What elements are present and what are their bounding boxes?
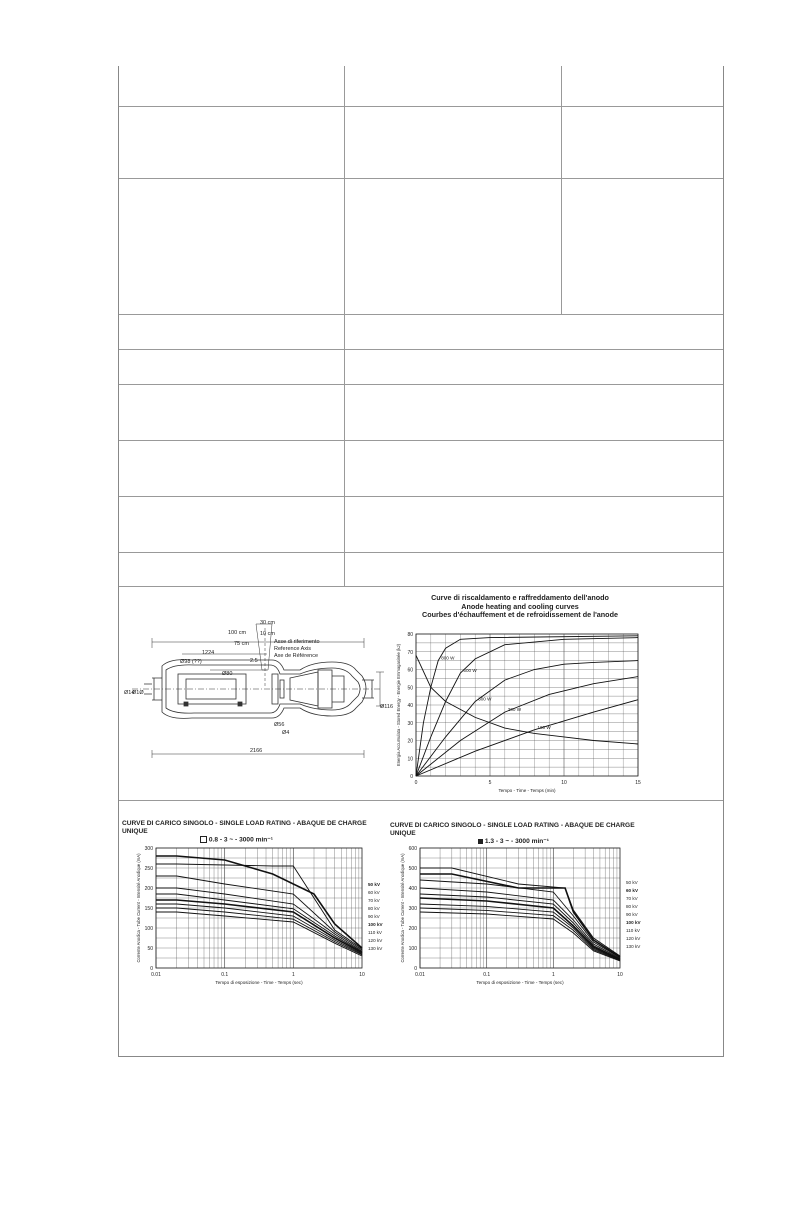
dim-label: Ø1Ø bbox=[132, 690, 144, 696]
y-tick-label: 50 bbox=[407, 685, 413, 692]
legend-label: 50 kV bbox=[368, 882, 381, 887]
anode-heating-chart bbox=[380, 624, 656, 794]
y-tick-label: 200 bbox=[408, 926, 417, 932]
series-line bbox=[416, 661, 638, 776]
dim-label: Ø80 bbox=[222, 671, 233, 677]
x-tick-label: 10 bbox=[561, 780, 567, 786]
y-tick-label: 250 bbox=[144, 866, 153, 872]
x-axis-label: Tempo di esposizione - Time - Temps (sec) bbox=[215, 980, 303, 985]
y-tick-label: 400 bbox=[408, 886, 417, 892]
row-divider bbox=[119, 349, 723, 350]
y-tick-label: 300 bbox=[408, 906, 417, 912]
y-tick-label: 50 bbox=[147, 946, 153, 952]
y-tick-label: 300 bbox=[144, 846, 153, 852]
y-tick-label: 500 bbox=[408, 866, 417, 872]
tube-dimension-drawing bbox=[122, 618, 394, 768]
x-tick-label: 0.01 bbox=[415, 972, 425, 978]
legend-label: 60 kV bbox=[626, 888, 639, 893]
x-axis-label: Tempo - Time - Temps (min) bbox=[498, 788, 556, 793]
series-label: 100 W bbox=[537, 724, 551, 730]
dim-label: Ø98 (??) bbox=[180, 659, 202, 665]
anode-chart-title bbox=[388, 594, 652, 620]
load-chart-2-subtitle: 1.3 - 3 ~ - 3000 min⁻¹ bbox=[484, 838, 549, 845]
legend-label: 80 kV bbox=[368, 906, 380, 911]
y-tick-label: 0 bbox=[410, 774, 413, 780]
legend-label: 120 kV bbox=[368, 938, 383, 943]
legend-label: 100 kV bbox=[368, 922, 383, 927]
legend-label: 80 kV bbox=[626, 904, 638, 909]
x-tick-label: 15 bbox=[635, 780, 641, 786]
series-line bbox=[420, 912, 620, 961]
x-tick-label: 1 bbox=[551, 972, 555, 978]
series-line bbox=[156, 856, 362, 948]
load-chart-1-subtitle: 0.8 - 3 ~ - 3000 min⁻¹ bbox=[208, 836, 273, 844]
series-label: 200 W bbox=[507, 707, 522, 713]
legend-label: 100 kV bbox=[626, 920, 641, 925]
column-divider bbox=[344, 66, 345, 586]
row-divider bbox=[119, 178, 723, 179]
legend-label: 90 kV bbox=[368, 914, 380, 919]
legend-label: 130 kV bbox=[626, 944, 641, 949]
legend-label: 110 kV bbox=[626, 928, 640, 933]
x-tick-label: 0 bbox=[414, 780, 418, 786]
series-line bbox=[156, 894, 362, 952]
column-divider bbox=[561, 66, 562, 314]
load-chart-2-heading: CURVE DI CARICO SINGOLO - SINGLE LOAD RATING - ABAQUE DE CHARGE UNIQUE bbox=[390, 822, 635, 837]
x-tick-label: 10 bbox=[359, 972, 365, 978]
dim-label: 30 cm bbox=[260, 620, 275, 626]
dim-label: Ø14 bbox=[124, 690, 135, 696]
row-divider bbox=[119, 384, 723, 385]
legend-label: 130 kV bbox=[368, 946, 383, 951]
row-divider bbox=[119, 586, 723, 587]
y-tick-label: 0 bbox=[150, 966, 153, 972]
series-line bbox=[416, 700, 638, 776]
dim-label: 100 cm bbox=[228, 630, 247, 636]
y-axis-label: Corrente Anodica - Tube Current - Intensité Anodique (mA) bbox=[400, 853, 405, 963]
x-axis-label: Tempo di esposizione - Time - Temps (sec) bbox=[476, 980, 564, 985]
legend-label: 70 kV bbox=[626, 896, 638, 901]
row-divider bbox=[119, 106, 723, 107]
row-divider bbox=[119, 314, 723, 315]
y-tick-label: 150 bbox=[144, 906, 153, 912]
y-tick-label: 20 bbox=[407, 738, 413, 745]
legend-label: 120 kV bbox=[626, 936, 641, 941]
y-tick-label: 70 bbox=[407, 649, 413, 656]
legend-label: 50 kV bbox=[626, 880, 638, 885]
y-tick-label: 80 bbox=[407, 632, 413, 638]
dim-label: Ø56 bbox=[274, 722, 285, 728]
x-tick-label: 0.1 bbox=[221, 972, 229, 978]
series-label: 500 W bbox=[463, 668, 477, 674]
series-line bbox=[416, 655, 638, 744]
row-divider bbox=[119, 800, 723, 801]
x-tick-label: 0.01 bbox=[151, 972, 161, 978]
x-tick-label: 0.1 bbox=[483, 972, 491, 978]
anode-chart-title-en: Anode heating and cooling curves bbox=[461, 601, 579, 611]
x-tick-label: 5 bbox=[488, 780, 492, 786]
dim-label: 2.5 bbox=[250, 658, 258, 664]
single-load-chart-1-3 bbox=[386, 838, 658, 990]
single-load-chart-0-8 bbox=[120, 838, 392, 990]
dim-label: Ø116 bbox=[380, 704, 394, 710]
legend-label: 60 kV bbox=[368, 890, 380, 895]
row-divider bbox=[119, 440, 723, 441]
legend-label: 70 kV bbox=[368, 898, 380, 903]
series-line bbox=[416, 677, 638, 776]
x-tick-label: 10 bbox=[617, 972, 623, 978]
dim-label: Ø4 bbox=[282, 730, 290, 736]
y-tick-label: 600 bbox=[408, 846, 417, 852]
y-tick-label: 60 bbox=[407, 667, 413, 674]
anode-chart-title-fr: Courbes d'échauffement et de refroidissement de l'anode bbox=[422, 610, 618, 619]
row-divider bbox=[119, 552, 723, 553]
load-chart-1-heading: CURVE DI CARICO SINGOLO - SINGLE LOAD RATING - ABAQUE DE CHARGE UNIQUE bbox=[122, 820, 367, 835]
dim-label: Axe de Référence bbox=[274, 653, 319, 659]
row-divider bbox=[119, 496, 723, 497]
dim-label: 2166 bbox=[250, 748, 263, 754]
y-tick-label: 200 bbox=[144, 886, 153, 892]
y-axis-label: Energia Accumulata - Stored Energy - Energie Emmagasinée (kJ) bbox=[396, 644, 401, 766]
y-axis-label: Corrente Anodica - Tube Current - Intensité Anodique (mA) bbox=[136, 853, 141, 963]
legend-label: 90 kV bbox=[626, 912, 638, 917]
series-line bbox=[420, 904, 620, 960]
y-tick-label: 30 bbox=[407, 720, 413, 727]
anode-chart-title-it: Curve di riscaldamento e raffreddamento dell'anodo bbox=[431, 593, 609, 602]
dim-label: 10 cm bbox=[260, 631, 275, 637]
y-tick-label: 100 bbox=[408, 946, 417, 952]
dim-label: 75 cm bbox=[234, 641, 249, 647]
dim-label: Asse di riferimento bbox=[274, 639, 320, 645]
series-label: 300 W bbox=[478, 696, 492, 702]
series-line bbox=[420, 898, 620, 960]
y-tick-label: 10 bbox=[407, 756, 413, 763]
legend-label: 110 kV bbox=[368, 930, 382, 935]
dim-label: Reference Axis bbox=[274, 646, 311, 652]
y-tick-label: 100 bbox=[144, 926, 153, 932]
series-label: 800 W bbox=[441, 655, 455, 661]
y-tick-label: 0 bbox=[414, 966, 417, 972]
x-tick-label: 1 bbox=[291, 972, 295, 978]
dim-label: 1224 bbox=[202, 650, 215, 656]
y-tick-label: 40 bbox=[407, 703, 413, 709]
